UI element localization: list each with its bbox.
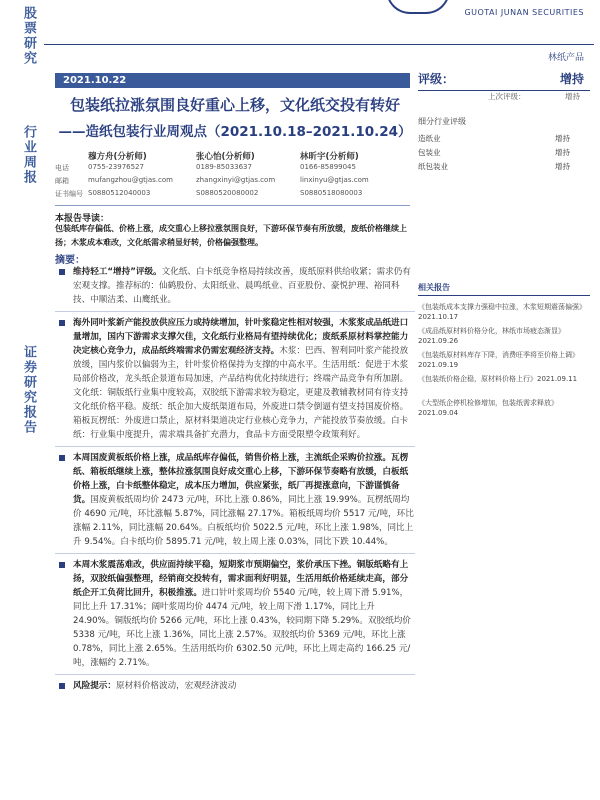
bullet-square-icon xyxy=(59,455,65,461)
author-email[interactable]: mufangzhou@gtjas.com xyxy=(88,176,173,184)
company-logo-text: GUOTAI JUNAN SECURITIES xyxy=(464,8,584,17)
abstract-heading: 摘要： xyxy=(55,255,85,266)
author-cert: S0880520080002 xyxy=(196,189,259,197)
list-item: 维持轻工“增持”评级。文化纸、白卡纸竞争格局持续改善，废纸原料供给收紧；需求仍有宏观支撑。推荐标的：仙鹤股份、太阳纸业、晨鸣纸业、百亚股份、豪悦护理、裕同科技、中顺洁柔、山鹰纸业。 xyxy=(55,265,415,307)
author-phone: 0189-85033637 xyxy=(196,163,252,171)
author-email[interactable]: linxinyu@gtjas.com xyxy=(300,176,369,184)
related-report-link[interactable]: 《包装纸原材料库存下降，消费旺季将至价格上调》2021.09.19 xyxy=(418,351,579,369)
list-item: 海外同叶浆新产能投放供应压力或持续增加，针叶浆稳定性相对较强，木浆浆成品纸进口量增加，国内下游需求支撑欠佳，文化纸行业格局有望持续优化；废纸系原材料掌控能力决定核心竞争力，成品纸终端需求仍需宏观经济支持。木浆：巴西、智利同叶浆产能投放放缓，国内浆价以偏弱为主，针叶浆价格保持为支撑的中高水平。生活用纸：促进于木浆局部价格改，龙头纸企景道布局加速，产品结构优化持续进行；终端产品竞争有所加剧。文化纸：铜版纸行业集中度较高，双胶纸下游需求较为稳定，更建及教辅教材同有待支持文化纸价格平稳。废纸：纸企加大废纸渠道布局，外废进口禁令倒逼有望支持国废价格。箱板瓦楞纸：外废进口禁止，原材料渠道决定行业核心竞争力，产能投放节奏放缓。白卡纸：行业集中度提升，需求端具备扩充潜力，食品卡方面受限塑令政策利好。 xyxy=(55,316,415,442)
abstract-bullets xyxy=(55,265,415,697)
related-report-link[interactable]: 《包装纸成本支撑力强稳中拉涨，木浆短期震荡偏强》2021.10.17 xyxy=(418,303,586,321)
segment-row: 纸包装业 增持 xyxy=(418,162,570,171)
author-label-email: 邮箱 xyxy=(55,177,69,185)
author-phone: 0755-23976527 xyxy=(88,163,144,171)
left-sidebar xyxy=(0,0,44,800)
bullet-square-icon xyxy=(59,320,65,326)
segment-rating-title: 细分行业评级 xyxy=(418,117,466,126)
sidebar-block-securities-report: 证券研究报告 xyxy=(21,345,36,435)
author-label-phone: 电话 xyxy=(55,164,69,172)
author-email[interactable]: zhangxinyi@gtjas.com xyxy=(196,176,276,184)
sidebar-block-industry-weekly: 行业周报 xyxy=(21,125,36,185)
header-divider xyxy=(44,44,594,45)
section-divider xyxy=(55,205,410,206)
author-name: 林昕宇(分析师) xyxy=(300,152,359,162)
bullet-square-icon xyxy=(59,683,65,689)
related-report-link[interactable]: 《大型纸企停机检修增加，包装纸需求释放》2021.09.04 xyxy=(418,399,558,417)
list-item: 本周国废黄板纸价格上涨，成品纸库存偏低，销售价格上涨，主流纸企采购价拉涨。瓦楞纸、箱板纸继续上涨，整体拉涨氛围良好成交重心上移，下游环保节奏略有放缓，白板纸价格上涨，白卡纸整体稳定，成本压力增加，供应紧张，纸厂再提涨意向，下游谨慎备货。国废黄板纸周均价 2473 元/吨，环比上涨 0.86%，同比上涨 19.99%。瓦楞纸周均价 4690 元/吨，环比涨幅 5.87%，同比涨幅 27.17%。箱板纸周均价 5517 元/吨，环比涨幅 2.11%，同比涨幅 20.64%。白板纸均价 5022.5 元/吨，环比上涨 1.98%，同比上升 9.54%。白卡纸均价 5895.71 元/吨，较上周上涨 0.03%，同比下跌 10.44%。 xyxy=(55,451,415,549)
related-reports-title: 相关报告 xyxy=(418,282,590,296)
company-logo-emblem xyxy=(386,0,450,14)
author-cert: S0880512040003 xyxy=(88,189,151,197)
author-phone: 0166-85899045 xyxy=(300,163,356,171)
list-item: 本周木浆震荡难改，供应面持续平稳，短期浆市预期偏空，浆价承压下挫。铜版纸略有上扬，双胶纸偏强整理，经销商交投转有，需求面利好明显，生活用纸价格延续走高，部分纸企开工负荷比回升，积极推涨。进口针叶浆周均价 5540 元/吨，较上周下滑 5.91%，同比上升 17.31%；阔叶浆周均价 4474 元/吨，较上周下滑 1.17%，同比上升 24.90%。铜版纸均价 5266 元/吨，环比上涨 0.43%，较同期下降 5.29%。双胶纸均价 5338 元/吨，环比上涨 1.36%，同比上涨 2.57%。双胶纸均价 5369 元/吨，环比上涨 0.78%，同比上涨 2.65%。生活用纸均价 6302.50 元/吨，环比上周走高约 166.25 元/吨，涨幅约 2.71%。 xyxy=(55,558,415,670)
bullet-square-icon xyxy=(59,269,65,275)
rating-value: 增持 xyxy=(559,72,584,86)
author-cert: S0880518080003 xyxy=(300,189,363,197)
report-subtitle: ——造纸包装行业周观点（2021.10.18–2021.10.24） xyxy=(58,124,412,140)
rating-row xyxy=(418,68,590,91)
author-name: 张心怡(分析师) xyxy=(196,152,255,162)
segment-row: 包装业 增持 xyxy=(418,148,570,157)
summary-heading: 本报告导读： xyxy=(55,214,110,224)
report-title: 包装纸拉涨氛围良好重心上移，文化纸交投有转好 xyxy=(69,96,400,114)
related-report-link[interactable]: 《包装纸价格企稳，原材料价格上行》2021.09.11 xyxy=(418,375,578,383)
sidebar-block-stock-research: 股票研究 xyxy=(21,6,36,66)
segment-row: 造纸业 增持 xyxy=(418,134,570,143)
summary-body: 包装纸库存偏低、价格上涨，成交重心上移拉涨氛围良好，下游环保节奏有所放缓，废纸价格继续上扬；木浆成本难改，文化纸需求稍显好转，价格偏强整理。 xyxy=(55,224,407,247)
list-item: 风险提示：原材料价格波动，宏观经济波动 xyxy=(55,679,415,693)
bullet-square-icon xyxy=(59,562,65,568)
industry-label: 林纸产品 xyxy=(547,53,584,63)
related-report-link[interactable]: 《成品纸原材料价格分化，林纸市场疲态渐显》2021.09.26 xyxy=(418,327,565,345)
rating-label: 评级： xyxy=(418,72,455,86)
author-name: 穆方舟(分析师) xyxy=(88,152,147,162)
report-date: 2021.10.22 xyxy=(55,73,410,88)
previous-rating-value: 增持 xyxy=(565,92,580,101)
author-label-cert: 证书编号 xyxy=(55,190,83,198)
previous-rating-label: 上次评级： xyxy=(488,92,526,101)
